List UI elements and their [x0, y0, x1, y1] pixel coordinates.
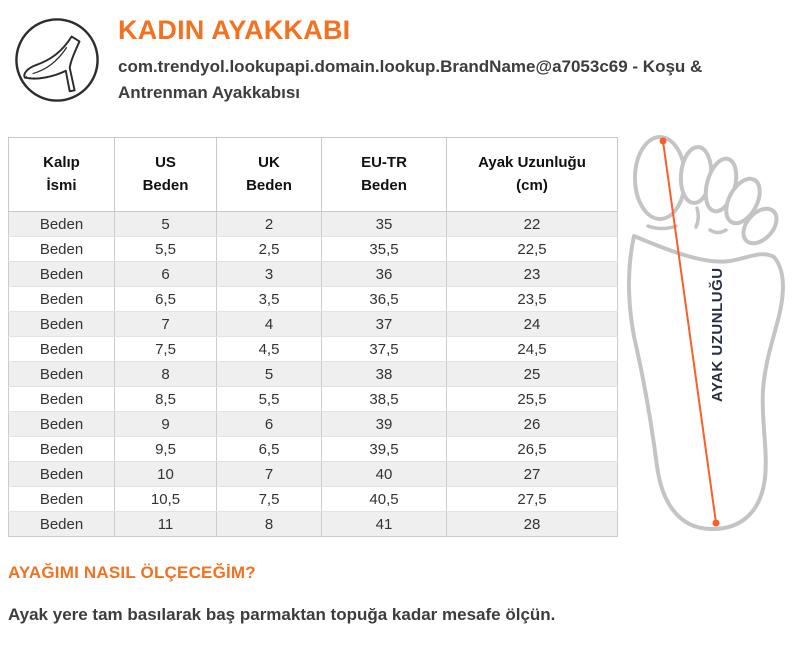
table-cell: 11	[115, 512, 217, 537]
table-row	[9, 362, 618, 387]
table-cell: 2	[217, 212, 322, 237]
table-cell: 27,5	[447, 487, 618, 512]
table-cell: 5	[115, 212, 217, 237]
foot-outline	[629, 236, 783, 529]
measure-instruction: Ayak yere tam basılarak baş parmaktan topuğa kadar mesafe ölçün.	[8, 605, 556, 624]
table-cell: 7	[115, 312, 217, 337]
table-cell: 3	[217, 262, 322, 287]
table-cell: 37	[322, 312, 447, 337]
table-cell: 8	[115, 362, 217, 387]
brand-logo	[13, 16, 101, 104]
table-cell: Beden	[9, 512, 115, 537]
column-header-line: Kalıp	[43, 154, 80, 171]
column-header-line: Beden	[142, 176, 189, 194]
table-cell: 36	[322, 262, 447, 287]
table-cell: 7,5	[115, 337, 217, 362]
table-cell: 39,5	[322, 437, 447, 462]
table-cell: 5,5	[217, 387, 322, 412]
table-cell: 24	[447, 312, 618, 337]
foot-crease	[710, 230, 726, 233]
table-cell: 28	[447, 512, 618, 537]
header	[118, 14, 783, 106]
measurement-line-end	[660, 138, 667, 145]
table-row	[9, 337, 618, 362]
table-cell: 26	[447, 412, 618, 437]
table-cell: 24,5	[447, 337, 618, 362]
column-header-line: (cm)	[516, 176, 548, 194]
foot-crease	[696, 208, 698, 227]
column-header-line: UK	[258, 154, 280, 171]
table-cell: 25,5	[447, 387, 618, 412]
table-cell: Beden	[9, 437, 115, 462]
table-cell: 41	[322, 512, 447, 537]
table-row	[9, 412, 618, 437]
table-cell: 40,5	[322, 487, 447, 512]
table-cell: 5,5	[115, 237, 217, 262]
column-header-kalip-ismi	[9, 138, 115, 212]
table-cell: 6	[115, 262, 217, 287]
table-cell: 27	[447, 462, 618, 487]
table-cell: 6	[217, 412, 322, 437]
table-cell: 23	[447, 262, 618, 287]
table-cell: 23,5	[447, 287, 618, 312]
table-cell: 40	[322, 462, 447, 487]
table-row	[9, 437, 618, 462]
table-cell: 10,5	[115, 487, 217, 512]
table-cell: 6,5	[115, 287, 217, 312]
foot-crease	[648, 226, 676, 229]
column-header-eu-tr-beden	[322, 138, 447, 212]
table-cell: 3,5	[217, 287, 322, 312]
table-cell: Beden	[9, 212, 115, 237]
page-title: KADIN AYAKKABI	[118, 15, 351, 45]
table-cell: 36,5	[322, 287, 447, 312]
table-cell: Beden	[9, 412, 115, 437]
table-cell: 37,5	[322, 337, 447, 362]
table-row	[9, 462, 618, 487]
table-row	[9, 312, 618, 337]
table-cell: 35	[322, 212, 447, 237]
table-cell: 38	[322, 362, 447, 387]
column-header-line: US	[155, 154, 176, 171]
table-cell: 2,5	[217, 237, 322, 262]
foot-figure	[622, 128, 792, 540]
table-cell: Beden	[9, 387, 115, 412]
table-cell: 22	[447, 212, 618, 237]
table-row	[9, 387, 618, 412]
column-header-ayak-uzunlugu	[447, 138, 618, 212]
column-header-us-beden	[115, 138, 217, 212]
measure-heading: AYAĞIMI NASIL ÖLÇECEĞİM?	[8, 563, 256, 582]
table-cell: Beden	[9, 237, 115, 262]
table-cell: 9	[115, 412, 217, 437]
table-cell: 8	[217, 512, 322, 537]
table-row	[9, 212, 618, 237]
table-row	[9, 237, 618, 262]
size-table-body	[9, 212, 618, 537]
table-cell: Beden	[9, 337, 115, 362]
table-cell: 4	[217, 312, 322, 337]
table-cell: 10	[115, 462, 217, 487]
column-header-line: İsmi	[46, 176, 77, 194]
big-toe	[635, 137, 685, 219]
table-cell: Beden	[9, 262, 115, 287]
foot-measurement-diagram	[622, 128, 792, 540]
table-cell: 39	[322, 412, 447, 437]
table-cell: 7	[217, 462, 322, 487]
table-cell: Beden	[9, 487, 115, 512]
table-cell: Beden	[9, 362, 115, 387]
table-cell: 9,5	[115, 437, 217, 462]
column-header-line: Beden	[246, 176, 292, 194]
page-subtitle: com.trendyol.lookupapi.domain.lookup.BrandName@a7053c69 - Koşu & Antrenman Ayakkabısı	[118, 56, 703, 103]
measurement-line-end	[713, 520, 720, 527]
column-header-line: Beden	[361, 176, 407, 194]
table-row	[9, 287, 618, 312]
table-row	[9, 512, 618, 537]
table-cell: 35,5	[322, 237, 447, 262]
table-cell: 22,5	[447, 237, 618, 262]
table-row	[9, 262, 618, 287]
table-cell: 5	[217, 362, 322, 387]
table-header-row	[9, 138, 618, 212]
table-cell: 38,5	[322, 387, 447, 412]
table-cell: 7,5	[217, 487, 322, 512]
size-table	[8, 137, 618, 537]
table-row	[9, 487, 618, 512]
table-cell: Beden	[9, 312, 115, 337]
table-cell: Beden	[9, 287, 115, 312]
table-cell: 6,5	[217, 437, 322, 462]
table-cell: 25	[447, 362, 618, 387]
column-header-uk-beden	[217, 138, 322, 212]
column-header-line: EU-TR	[361, 154, 407, 171]
table-cell: 26,5	[447, 437, 618, 462]
table-cell: Beden	[9, 462, 115, 487]
table-cell: 8,5	[115, 387, 217, 412]
size-table-container	[8, 137, 618, 537]
foot-length-label: AYAK UZUNLUĞU	[709, 267, 726, 402]
table-cell: 4,5	[217, 337, 322, 362]
high-heel-shoe-icon	[13, 16, 101, 104]
column-header-line: Ayak Uzunluğu	[478, 154, 586, 171]
